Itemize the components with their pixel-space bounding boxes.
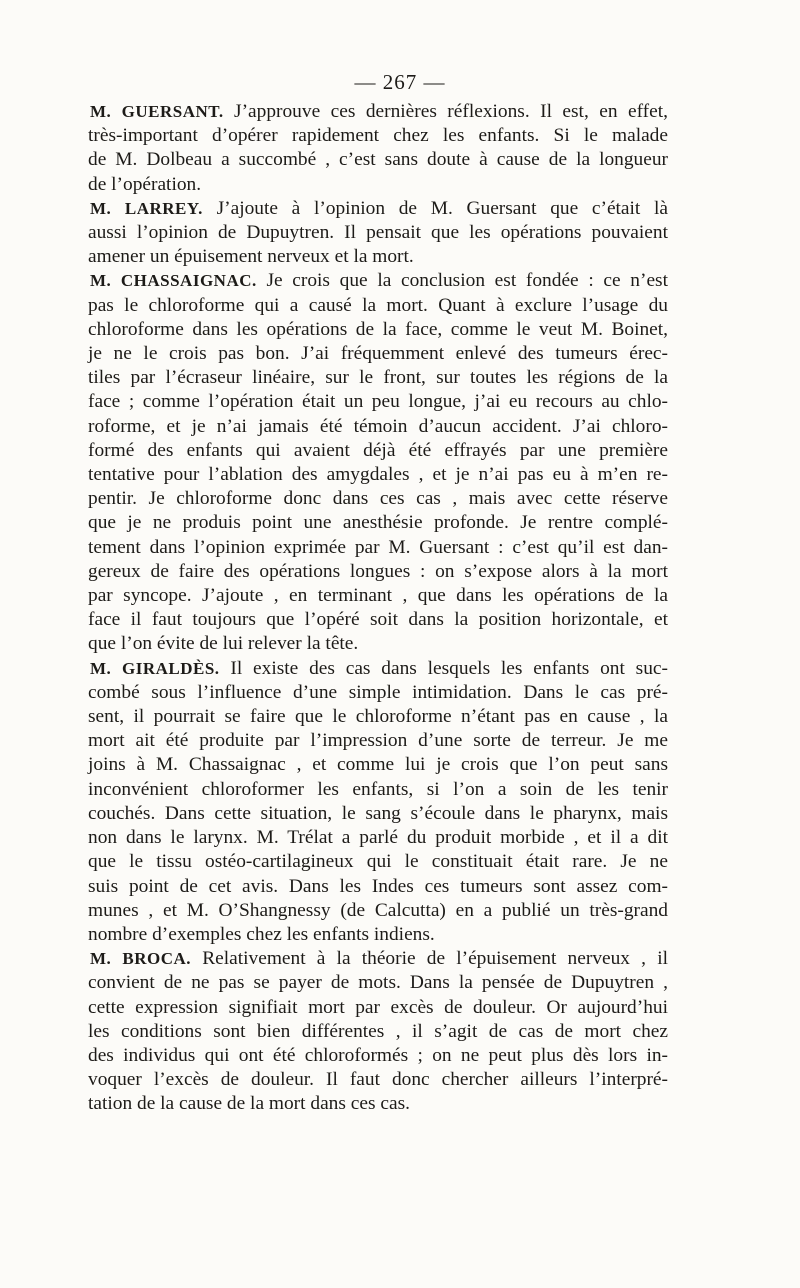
line-text: convient de ne pas se payer de mots. Dans la pensée de Dupuytren , <box>88 972 668 994</box>
line-text: formé des enfants qui avaient déjà été effrayés par une première <box>88 439 668 461</box>
line-text: inconvénient chloroformer les enfants, si l’on a soin de les tenir <box>88 778 668 800</box>
body-text <box>88 100 668 1117</box>
line-text: joins à M. Chassaignac , et comme lui je crois que l’on peut sans <box>88 754 668 776</box>
line-text: J’ajoute à l’opinion de M. Guersant que c’était là <box>216 197 668 219</box>
line-text: voquer l’excès de douleur. Il faut donc chercher ailleurs l’interpré- <box>88 1069 668 1091</box>
text-line <box>88 657 668 681</box>
line-text: tentative pour l’ablation des amygdales , et je n’ai pas eu à m’en re- <box>88 464 668 486</box>
line-text: amener un épuisement nerveux et la mort. <box>88 246 414 268</box>
line-text: Je crois que la conclusion est fondée : ce n’est <box>266 270 668 292</box>
text-line <box>88 487 668 511</box>
line-text: de l’opération. <box>88 173 202 195</box>
paragraph <box>88 947 668 1116</box>
text-line <box>88 1044 668 1068</box>
line-text: face il faut toujours que l’opéré soit dans la position horizontale, et <box>88 609 668 631</box>
text-line <box>88 221 668 245</box>
line-text: très-important d’opérer rapidement chez les enfants. Si le malade <box>88 125 668 147</box>
line-text: pentir. Je chloroforme donc dans ces cas , mais avec cette réserve <box>88 488 668 510</box>
text-line <box>88 753 668 777</box>
text-line <box>88 173 668 197</box>
text-line <box>88 124 668 148</box>
line-text: roforme, et je n’ai jamais été témoin d’aucun accident. J’ai chloro- <box>88 415 668 437</box>
page-number: — 267 — <box>354 70 446 94</box>
text-line <box>88 1020 668 1044</box>
text-line <box>88 996 668 1020</box>
line-text: tement dans l’opinion exprimée par M. Guersant : c’est qu’il est dan- <box>88 536 668 558</box>
text-line <box>88 632 668 656</box>
text-line <box>88 245 668 269</box>
text-line <box>88 294 668 318</box>
text-line <box>88 705 668 729</box>
text-line <box>88 608 668 632</box>
text-line <box>88 778 668 802</box>
line-text: face ; comme l’opération était un peu longue, j’ai eu recours au chlo- <box>88 391 668 413</box>
paragraph <box>88 100 668 197</box>
text-line <box>88 318 668 342</box>
text-line <box>88 269 668 293</box>
text-line <box>88 342 668 366</box>
text-line <box>88 100 668 124</box>
line-text: par syncope. J’ajoute , en terminant , que dans les opérations de la <box>88 585 668 607</box>
text-line <box>88 899 668 923</box>
paragraph <box>88 657 668 947</box>
speaker-name: M. GIRALDÈS. <box>90 658 220 678</box>
text-line <box>88 802 668 826</box>
text-line <box>88 826 668 850</box>
line-text: suis point de cet avis. Dans les Indes ces tumeurs sont assez com- <box>88 875 668 897</box>
text-line <box>88 366 668 390</box>
text-line <box>88 923 668 947</box>
line-text: pas le chloroforme qui a causé la mort. Quant à exclure l’usage du <box>88 294 668 316</box>
line-text: des individus qui ont été chloroformés ; on ne peut plus dès lors in- <box>88 1044 668 1066</box>
line-text: de M. Dolbeau a succombé , c’est sans doute à cause de la longueur <box>88 149 668 171</box>
line-text: chloroforme dans les opérations de la face, comme le veut M. Boinet, <box>88 318 668 340</box>
line-text: sent, il pourrait se faire que le chloroforme n’étant pas en cause , la <box>88 706 668 728</box>
text-line <box>88 463 668 487</box>
line-text: Il existe des cas dans lesquels les enfants ont suc- <box>230 657 668 679</box>
speaker-name: M. LARREY. <box>90 198 203 218</box>
line-text: tiles par l’écraseur linéaire, sur le front, sur toutes les régions de la <box>88 367 668 389</box>
text-line <box>88 850 668 874</box>
line-text: combé sous l’influence d’une simple intimidation. Dans le cas pré- <box>88 681 668 703</box>
line-text: nombre d’exemples chez les enfants indiens. <box>88 923 435 945</box>
text-line <box>88 875 668 899</box>
line-text: que je ne produis point une anesthésie profonde. Je rentre complé- <box>88 512 668 534</box>
speaker-name: M. CHASSAIGNAC. <box>90 271 257 291</box>
text-line <box>88 390 668 414</box>
text-line <box>88 947 668 971</box>
line-text: Relativement à la théorie de l’épuisement nerveux , il <box>202 948 668 970</box>
line-text: je ne le crois pas bon. J’ai fréquemment enlevé des tumeurs érec- <box>88 343 668 365</box>
text-line <box>88 971 668 995</box>
text-line <box>88 681 668 705</box>
text-line <box>88 148 668 172</box>
line-text: munes , et M. O’Shangnessy (de Calcutta) en a publié un très-grand <box>88 899 668 921</box>
speaker-name: M. GUERSANT. <box>90 102 224 121</box>
text-line <box>88 511 668 535</box>
paragraph <box>88 269 668 656</box>
speaker-name: M. BROCA. <box>90 949 192 969</box>
text-line <box>88 729 668 753</box>
line-text: mort ait été produite par l’impression d’une sorte de terreur. Je me <box>88 730 668 752</box>
line-text: cette expression signifiait mort par excès de douleur. Or aujourd’hui <box>88 996 668 1018</box>
text-line <box>88 536 668 560</box>
paragraph <box>88 197 668 270</box>
line-text: que le tissu ostéo-cartilagineux qui le constituait était rare. Je ne <box>88 851 668 873</box>
text-line <box>88 1092 668 1116</box>
line-text: les conditions sont bien différentes , il s’agit de cas de mort chez <box>88 1020 668 1042</box>
text-line <box>88 584 668 608</box>
text-line <box>88 560 668 584</box>
text-line <box>88 415 668 439</box>
line-text: couchés. Dans cette situation, le sang s’écoule dans le pharynx, mais <box>88 802 668 824</box>
line-text: aussi l’opinion de Dupuytren. Il pensait que les opérations pouvaient <box>88 222 668 244</box>
line-text: que l’on évite de lui relever la tête. <box>88 633 359 655</box>
text-line <box>88 197 668 221</box>
line-text: J’approuve ces dernières réflexions. Il est, en effet, <box>234 101 668 122</box>
line-text: gereux de faire des opérations longues : on s’expose alors à la mort <box>88 560 668 582</box>
line-text: tation de la cause de la mort dans ces cas. <box>88 1093 410 1115</box>
text-line <box>88 1068 668 1092</box>
text-line <box>88 439 668 463</box>
line-text: non dans le larynx. M. Trélat a parlé du produit morbide , et il a dit <box>88 827 668 849</box>
